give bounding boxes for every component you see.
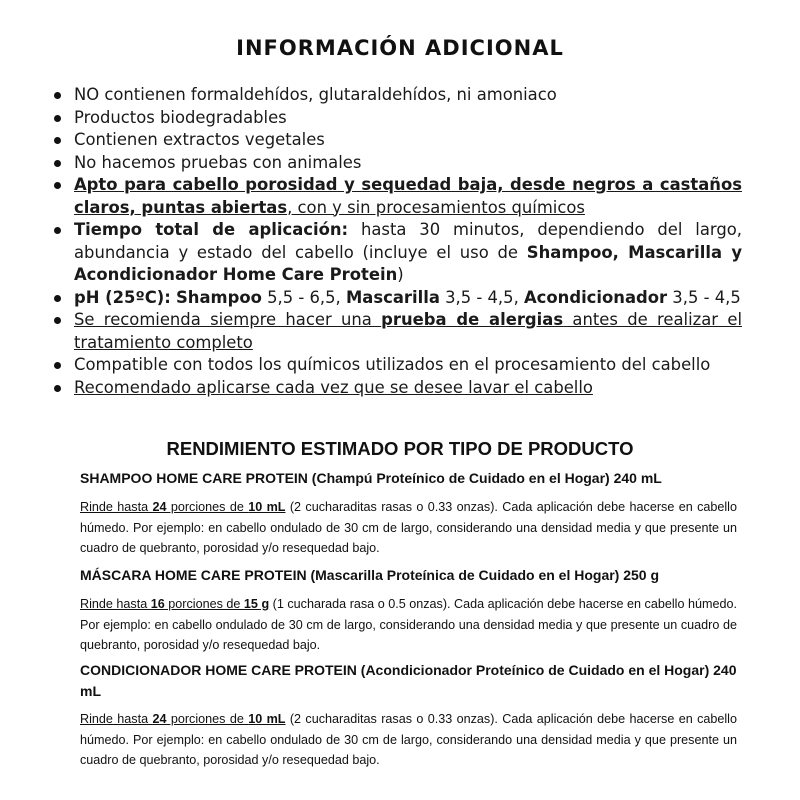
bullet-item [74, 84, 742, 107]
yield-portions-text: porciones de [166, 500, 249, 514]
ph-shampoo-value: 5,5 - 6,5, [261, 287, 346, 307]
allergy-post: antes de realizar el tratamiento completo [74, 310, 742, 352]
product-title-mask: MÁSCARA HOME CARE PROTEIN (Mascarilla Proteínica de Cuidado en el Hogar) 250 g [80, 567, 660, 583]
yield-body: (2 cucharaditas rasas o 0.33 onzas). Cada aplicación debe hacerse en cabello húmedo. Por ejemplo: en cabello ondulado de 30 cm de largo, considerando una densidad media y que presente un cuadro de quebranto, porosidad y/o resequedad bajo. [80, 712, 737, 767]
yield-body: (2 cucharaditas rasas o 0.33 onzas). Cada aplicación debe hacerse en cabello húmedo. Por ejemplo: en cabello ondulado de 30 cm de largo, considerando una densidad media y que presente un cuadro de quebranto, porosidad y/o resequedad bajo. [80, 500, 737, 555]
yield-portions-text: porciones de [166, 712, 249, 726]
ph-conditioner-label: Acondicionador [524, 287, 668, 307]
section-heading-yield: RENDIMIENTO ESTIMADO POR TIPO DE PRODUCTO [166, 438, 634, 459]
yield-portions: 24 [152, 500, 167, 514]
ph-label: pH (25ºC): [74, 287, 171, 307]
product-title-conditioner: CONDICIONADOR HOME CARE PROTEIN (Acondicionador Proteínico de Cuidado en el Hogar) 240 mL [80, 662, 737, 699]
product-title-shampoo: SHAMPOO HOME CARE PROTEIN (Champú Proteínico de Cuidado en el Hogar) 240 mL [80, 470, 662, 486]
ph-shampoo-label: Shampoo [176, 287, 262, 307]
allergy-test-text: prueba de alergias [381, 310, 564, 329]
bullet-text: Compatible con todos los químicos utilizados en el procesamiento del cabello [74, 355, 711, 374]
ph-conditioner-value: 3,5 - 4,5 [667, 287, 741, 307]
product-desc-mask [80, 594, 737, 656]
info-bullet-list [74, 84, 742, 399]
yield-label: Rinde hasta [80, 500, 153, 514]
ph-mask-value: 3,5 - 4,5, [439, 287, 524, 307]
hair-type-rest: , con y sin procesamientos químicos [287, 197, 585, 217]
bullet-text: Productos biodegradables [74, 107, 287, 127]
yield-label: Rinde hasta [80, 597, 151, 611]
yield-size: 10 mL [248, 712, 286, 726]
yield-size: 10 mL [248, 500, 286, 514]
closing-paren: ) [397, 265, 404, 284]
application-time-label: Tiempo total de aplicación: [74, 220, 349, 239]
bullet-text: Recomendado aplicarse cada vez que se desee lavar el cabello [74, 377, 593, 397]
bullet-item [74, 309, 742, 354]
yield-portions-text: porciones de [164, 597, 244, 611]
hair-type-text: Apto para cabello porosidad y sequedad baja, desde negros a castaños claros, puntas abiertas [74, 175, 742, 217]
bullet-item [74, 354, 742, 377]
product-desc-conditioner [80, 709, 737, 771]
bullet-text: NO contienen formaldehídos, glutaraldehídos, ni amoniaco [74, 85, 557, 104]
yield-size: 15 g [243, 597, 270, 611]
bullet-text: Contienen extractos vegetales [74, 130, 325, 149]
bullet-item [74, 287, 742, 310]
product-line-names: Shampoo, Mascarilla y Acondicionador Home Care Protein [74, 242, 743, 284]
yield-label: Rinde hasta [80, 712, 153, 726]
section-heading-additional-info: INFORMACIÓN ADICIONAL [236, 36, 564, 60]
application-time-text: hasta 30 minutos, dependiendo del largo, abundancia y estado del cabello (incluye el uso de [74, 220, 742, 262]
yield-portions: 24 [152, 712, 167, 726]
bullet-item [74, 129, 742, 152]
yield-portions: 16 [150, 597, 165, 611]
bullet-item [74, 377, 742, 400]
bullet-item [74, 107, 742, 130]
product-desc-shampoo [80, 497, 737, 559]
bullet-text: No hacemos pruebas con animales [74, 152, 362, 172]
allergy-pre: Se recomienda siempre hacer una [74, 310, 382, 329]
yield-body: (1 cucharada rasa o 0.5 onzas). Cada aplicación debe hacerse en cabello húmedo. Por ejemplo: en cabello ondulado de 30 cm de largo, considerando una densidad media y que presente un cuadro de quebranto, porosidad y/o resequedad bajo. [80, 597, 737, 652]
bullet-item [74, 219, 742, 287]
bullet-item [74, 174, 742, 219]
ph-mask-label: Mascarilla [345, 287, 440, 307]
bullet-item [74, 152, 742, 175]
